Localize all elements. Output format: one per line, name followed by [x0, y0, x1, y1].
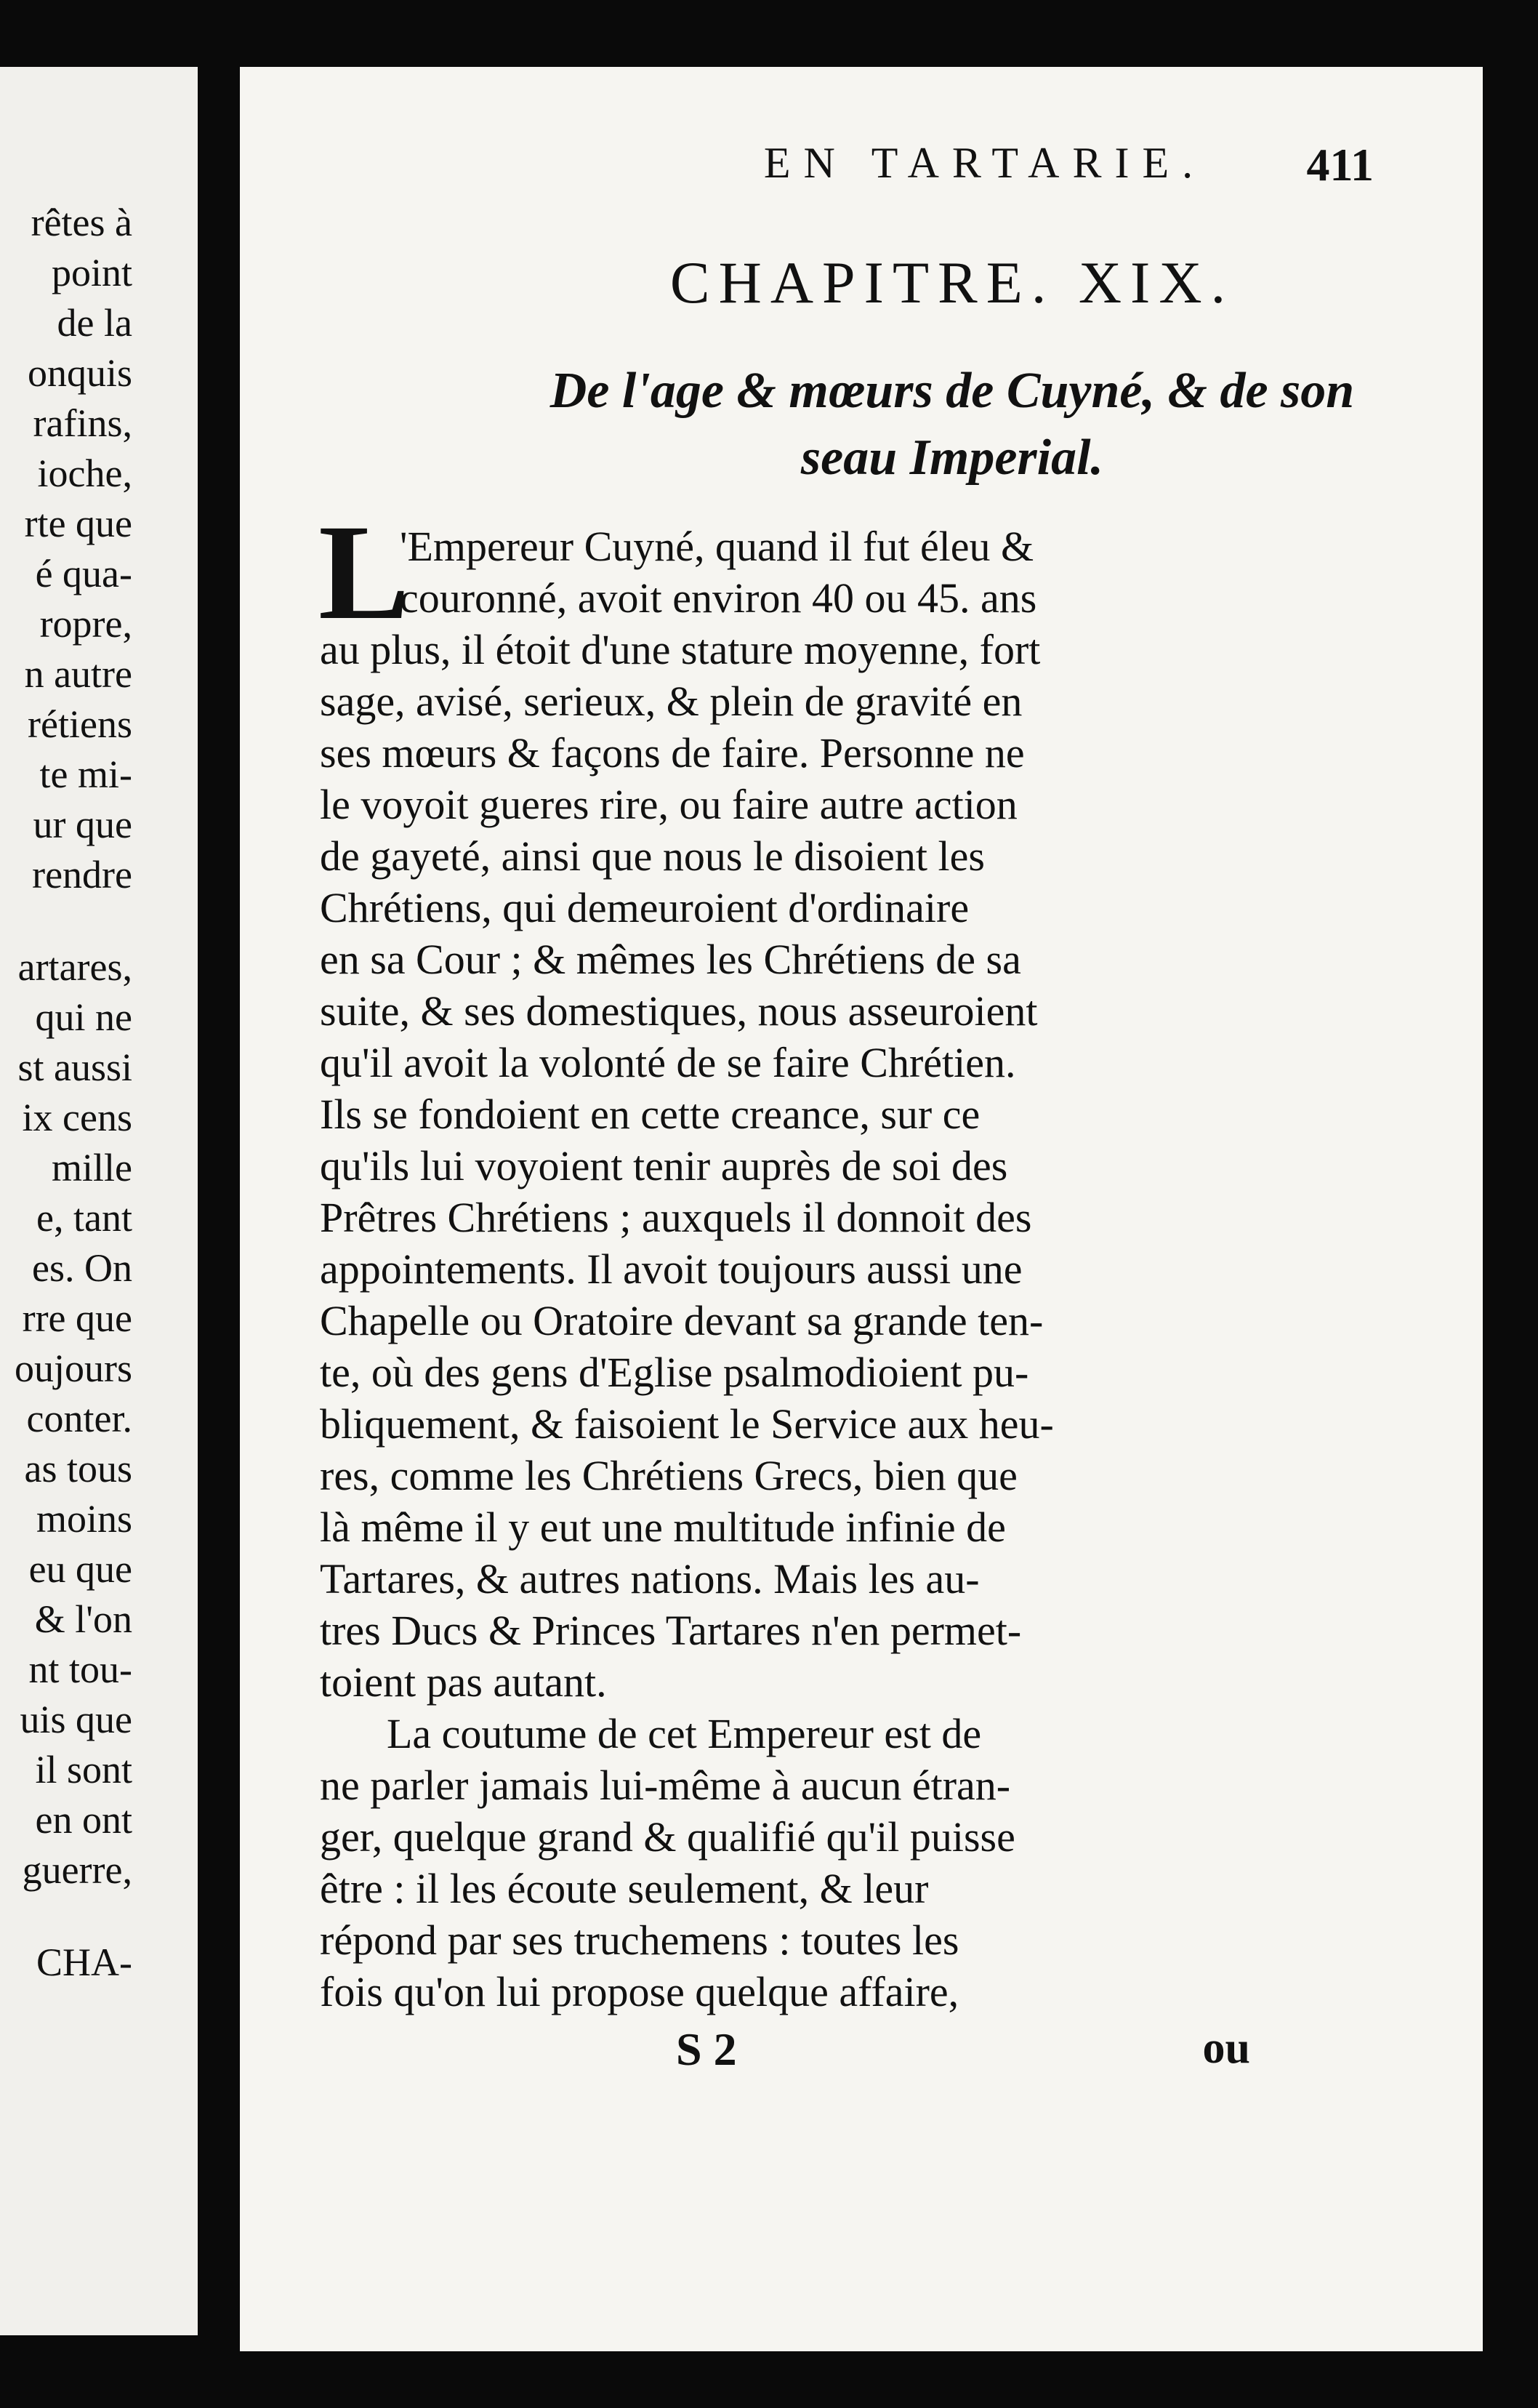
body-line: res, comme les Chrétiens Grecs, bien que — [320, 1452, 1018, 1499]
left-page-line: rafins, — [33, 401, 132, 445]
left-page-line: CHA- — [36, 1941, 132, 1984]
body-line: suite, & ses domestiques, nous asseuroient — [320, 987, 1038, 1035]
left-page-line: il sont — [35, 1748, 132, 1791]
left-page-line: conter. — [26, 1397, 132, 1440]
page-number: 411 — [1306, 139, 1374, 190]
left-page-line: e, tant — [36, 1196, 132, 1240]
left-page-line: artares, — [17, 945, 132, 989]
left-page-line: uis que — [20, 1698, 132, 1741]
left-page-line: as tous — [24, 1447, 132, 1490]
left-page-fragment — [0, 67, 198, 2335]
left-page-line: ur que — [33, 803, 132, 846]
page-footer — [240, 2023, 1250, 2081]
chapter-subtitle — [443, 358, 1461, 491]
left-page-line: onquis — [27, 351, 132, 395]
left-page-line: point — [51, 251, 132, 294]
left-page-line: moins — [36, 1497, 132, 1541]
body-text — [320, 521, 1316, 2018]
left-page-line: rendre — [32, 853, 132, 896]
body-line: répond par ses truchemens : toutes les — [320, 1917, 959, 1964]
body-line: ne parler jamais lui-même à aucun étran- — [320, 1762, 1011, 1809]
left-page-line: ix cens — [22, 1096, 132, 1139]
body-line: Chapelle ou Oratoire devant sa grande ten- — [320, 1297, 1044, 1344]
left-page-line: & l'on — [34, 1597, 132, 1641]
left-page-line: é qua- — [35, 552, 132, 595]
left-page-line: oujours — [15, 1347, 132, 1390]
left-page-line: ropre, — [39, 602, 132, 646]
left-page-line: rte que — [24, 502, 132, 545]
left-page-line: rre que — [22, 1296, 132, 1340]
body-line: te, où des gens d'Eglise psalmodioient pu- — [320, 1349, 1029, 1396]
subtitle-line: seau Imperial. — [800, 430, 1104, 486]
body-line: de gayeté, ainsi que nous le disoient les — [320, 832, 985, 880]
body-line: Tartares, & autres nations. Mais les au- — [320, 1555, 980, 1602]
signature-mark: S 2 — [676, 2023, 737, 2075]
left-page-line: te mi- — [39, 752, 132, 796]
right-page — [240, 67, 1483, 2351]
left-page-line: nt tou- — [28, 1648, 132, 1691]
body-line: au plus, il étoit d'une stature moyenne, fort — [320, 626, 1041, 673]
left-page-line: rêtes à — [31, 201, 132, 244]
body-line: appointements. Il avoit toujours aussi une — [320, 1245, 1023, 1293]
body-line: Chrétiens, qui demeuroient d'ordinaire — [320, 884, 970, 931]
left-page-line: st aussi — [17, 1046, 132, 1089]
body-line: La coutume de cet Empereur est de — [387, 1710, 982, 1757]
chapter-title: CHAPITRE. XIX. — [669, 249, 1235, 316]
body-line: tres Ducs & Princes Tartares n'en permet- — [320, 1607, 1022, 1654]
left-page-line: qui ne — [35, 995, 132, 1039]
left-page-line: de la — [57, 301, 132, 345]
body-line: Ils se fondoient en cette creance, sur ce — [320, 1091, 981, 1138]
body-line: fois qu'on lui propose quelque affaire, — [320, 1968, 959, 2015]
body-line: Prêtres Chrétiens ; auxquels il donnoit des — [320, 1194, 1032, 1241]
body-line: couronné, avoit environ 40 ou 45. ans — [400, 574, 1037, 622]
body-line: toient pas autant. — [320, 1658, 607, 1706]
body-line: en sa Cour ; & mêmes les Chrétiens de sa — [320, 936, 1021, 983]
left-page-line: rétiens — [28, 702, 132, 746]
left-page-line: n autre — [24, 652, 132, 696]
left-page-line: guerre, — [22, 1848, 132, 1892]
body-line: là même il y eut une multitude infinie de — [320, 1504, 1006, 1551]
left-page-line: es. On — [32, 1246, 132, 1290]
body-line: être : il les écoute seulement, & leur — [320, 1865, 929, 1912]
body-line: qu'il avoit la volonté de se faire Chrétien. — [320, 1039, 1016, 1086]
body-line: sage, avisé, serieux, & plein de gravité en — [320, 678, 1023, 725]
body-line: ger, quelque grand & qualifié qu'il puisse — [320, 1813, 1015, 1861]
running-head: EN TARTARIE. — [763, 139, 1207, 187]
left-page-text — [15, 198, 132, 1988]
body-line: bliquement, & faisoient le Service aux heu- — [320, 1400, 1054, 1448]
drop-cap: L — [318, 496, 410, 648]
body-line: ses mœurs & façons de faire. Personne ne — [320, 729, 1025, 776]
body-line: 'Empereur Cuyné, quand il fut éleu & — [400, 523, 1034, 570]
body-line: qu'ils lui voyoient tenir auprès de soi des — [320, 1142, 1008, 1189]
left-page-line: eu que — [28, 1547, 132, 1591]
left-page-line: ioche, — [37, 452, 132, 495]
catchword: ou — [1202, 2023, 1250, 2073]
left-page-line: mille — [52, 1146, 132, 1189]
subtitle-line: De l'age & mœurs de Cuyné, & de son — [549, 363, 1355, 419]
body-line: le voyoit gueres rire, ou faire autre action — [320, 781, 1018, 828]
left-page-line: en ont — [35, 1798, 132, 1842]
